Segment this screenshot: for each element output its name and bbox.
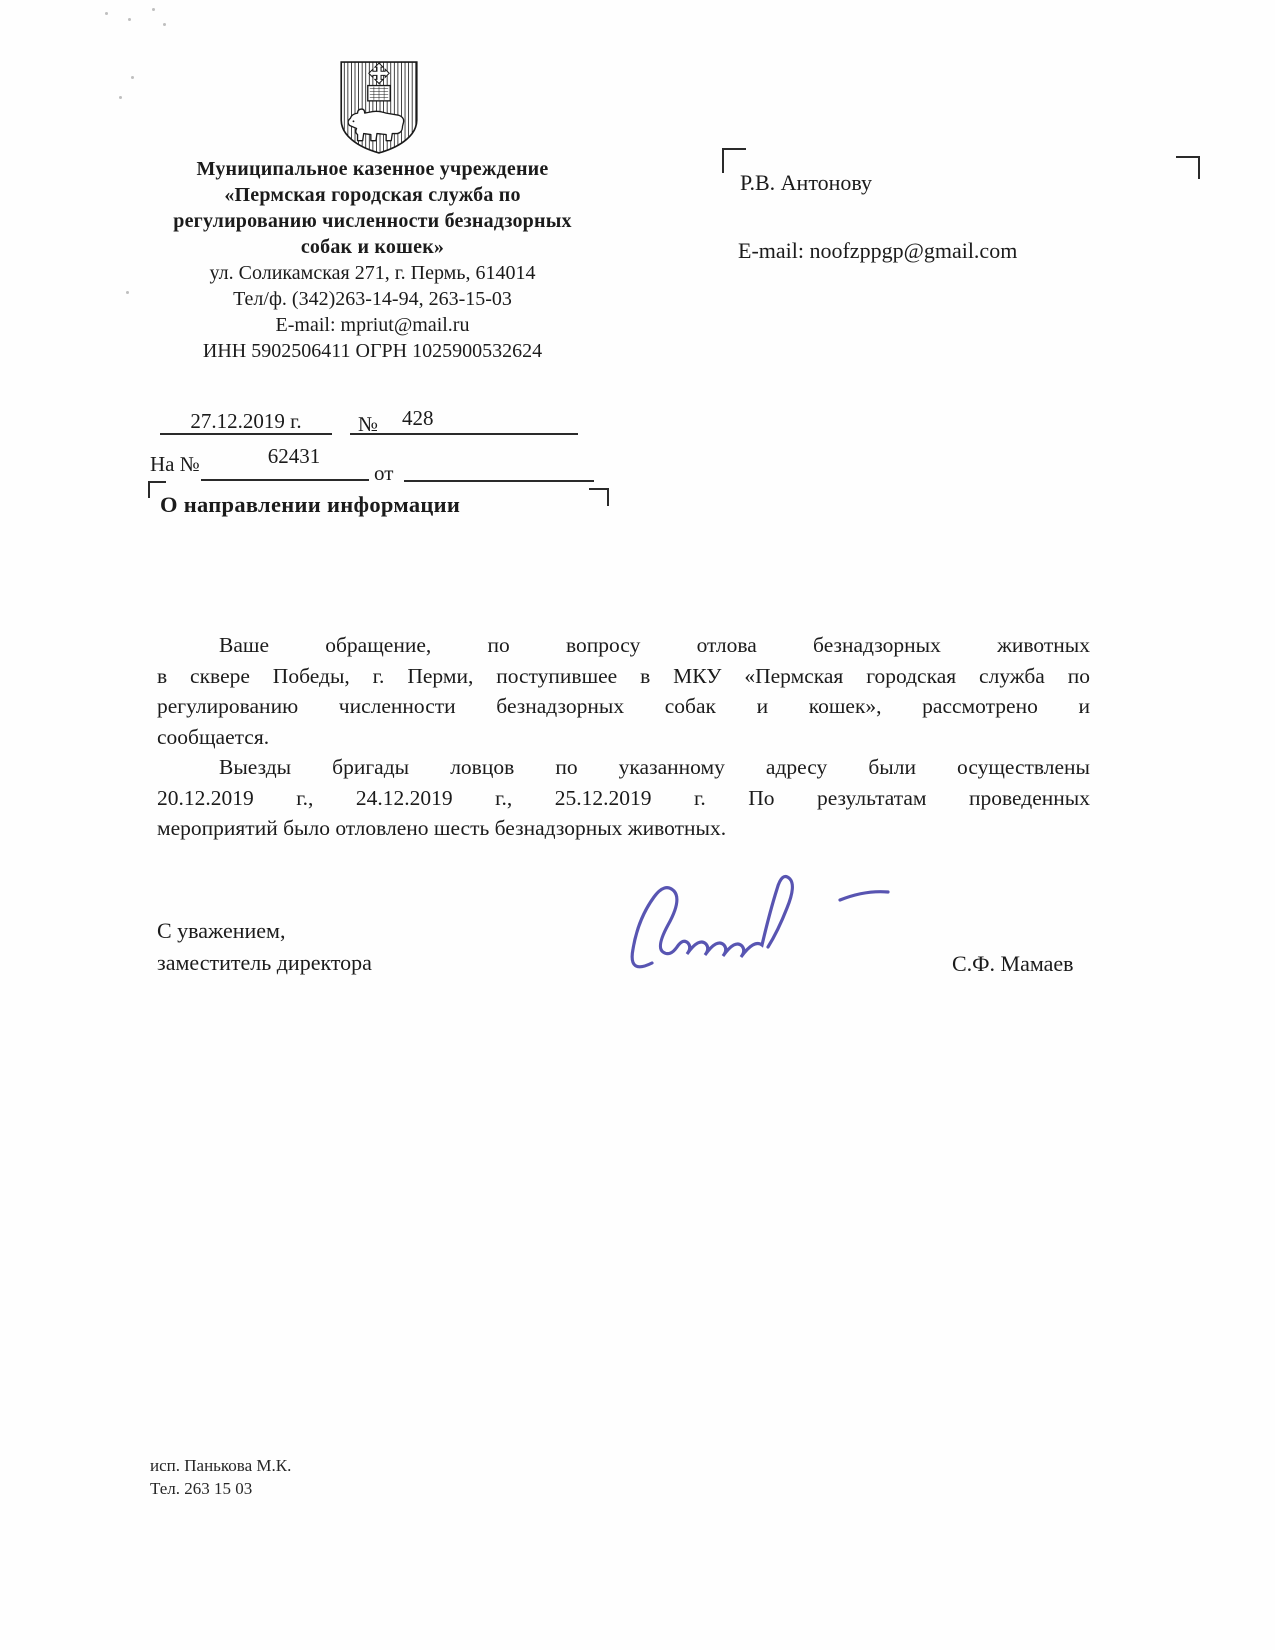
letter-body (157, 630, 1090, 844)
body-line: регулированию численности безнадзорных собак и кошек», рассмотрено и (157, 694, 1090, 718)
scan-speckle (131, 76, 134, 79)
subject-zone-corner-mark (589, 488, 609, 506)
body-line: 20.12.2019 г., 24.12.2019 г., 25.12.2019 г. По результатам проведенных (157, 785, 1090, 810)
perm-coat-of-arms-icon (338, 59, 420, 161)
org-name-line: регулированию численности безнадзорных (173, 210, 572, 232)
subject-zone-corner-mark (148, 481, 166, 498)
date-underline (160, 433, 332, 435)
scan-speckle (152, 8, 155, 11)
address-zone-corner-mark (1176, 156, 1200, 179)
org-inn-ogrn: ИНН 5902506411 ОГРН 1025900532624 (202, 340, 543, 362)
signer-name: С.Ф. Мамаев (952, 951, 1074, 976)
org-phone: Тел/ф. (342)263-14-94, 263-15-03 (233, 288, 512, 310)
letter-date: 27.12.2019 г. (190, 409, 302, 433)
org-name-line: собак и кошек» (300, 236, 445, 258)
body-line: сообщается. (157, 724, 270, 749)
incoming-number: 62431 (267, 444, 321, 468)
recipient-email: E-mail: noofzppgp@gmail.com (738, 238, 1018, 263)
body-line: в сквере Победы, г. Перми, поступившее в МКУ «Пермская городская служба по (157, 663, 1090, 688)
scan-speckle (119, 96, 122, 99)
letterhead (100, 156, 645, 364)
outgoing-number: 428 (402, 406, 434, 430)
scan-speckle (105, 12, 108, 15)
number-underline (350, 433, 578, 435)
body-line: Ваше обращение, по вопросу отлова безнадзорных животных (219, 633, 1090, 657)
executor-phone: Тел. 263 15 03 (150, 1479, 253, 1498)
closing-salutation: С уважением, (157, 918, 286, 943)
body-line: мероприятий было отловлено шесть безнадзорных животных. (157, 816, 727, 840)
org-address: ул. Соликамская 271, г. Пермь, 614014 (209, 262, 536, 284)
org-email: E-mail: mpriut@mail.ru (275, 314, 470, 336)
from-underline (404, 480, 594, 482)
org-name-line: «Пермская городская служба по (224, 184, 521, 206)
signer-position: заместитель директора (157, 950, 372, 975)
scan-speckle (128, 18, 131, 21)
handwritten-signature (600, 845, 900, 985)
executor-name: исп. Панькова М.К. (150, 1456, 292, 1475)
from-label: от (374, 461, 394, 485)
incoming-underline (201, 479, 369, 481)
body-line: Выезды бригады ловцов по указанному адресу были осуществлены (219, 755, 1090, 779)
scan-speckle (163, 23, 166, 26)
recipient-name: Р.В. Антонову (740, 170, 873, 195)
subject-line: О направлении информации (160, 492, 461, 517)
org-name-line: Муниципальное казенное учреждение (196, 158, 549, 180)
incoming-label: На № (150, 452, 200, 476)
number-sign: № (358, 412, 379, 436)
